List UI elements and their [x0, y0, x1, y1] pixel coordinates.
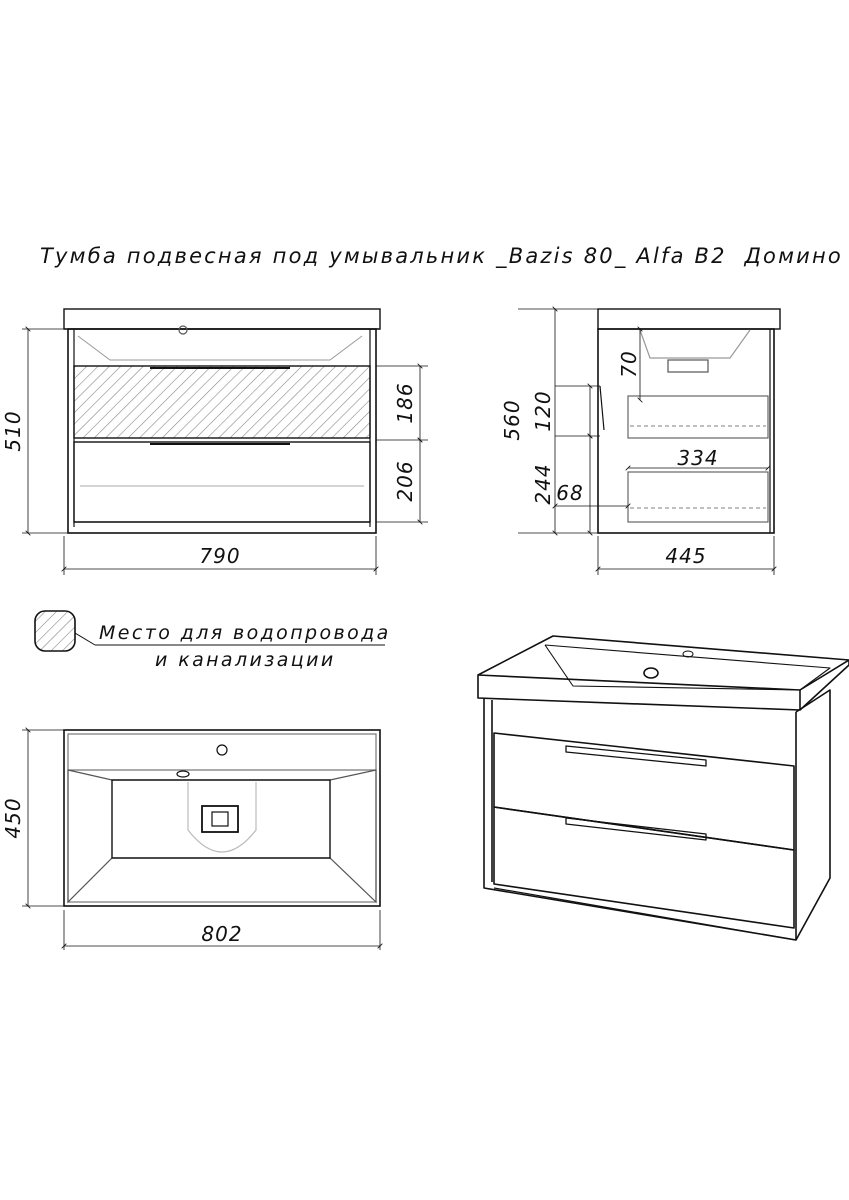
legend-line-2: и канализации	[155, 649, 336, 671]
lower-drawer-height-label: 206	[393, 460, 417, 502]
side-height-label: 560	[500, 399, 524, 441]
front-view	[22, 309, 428, 575]
front-height-label: 510	[1, 410, 25, 452]
dim-334-label: 334	[677, 446, 719, 470]
top-width-label: 802	[201, 922, 243, 946]
dim-244-label: 244	[531, 463, 555, 505]
isometric-view	[478, 636, 849, 940]
dim-120-label: 120	[531, 390, 555, 432]
side-view	[518, 309, 780, 575]
top-depth-label: 450	[1, 797, 25, 839]
top-view	[22, 730, 380, 950]
dim-68-label: 68	[556, 481, 584, 505]
legend-line-1: Место для водопровода	[99, 622, 391, 644]
front-width-label: 790	[199, 544, 241, 568]
side-depth-label: 445	[665, 544, 707, 568]
dim-70-label: 70	[617, 350, 641, 378]
side-view-dimensions	[500, 350, 719, 568]
top-view-dimensions	[1, 797, 243, 946]
drawing-title: Тумба подвесная под умывальник _Bazis 80_ Alfa B2 Домино	[40, 244, 843, 268]
upper-drawer-height-label: 186	[393, 382, 417, 424]
